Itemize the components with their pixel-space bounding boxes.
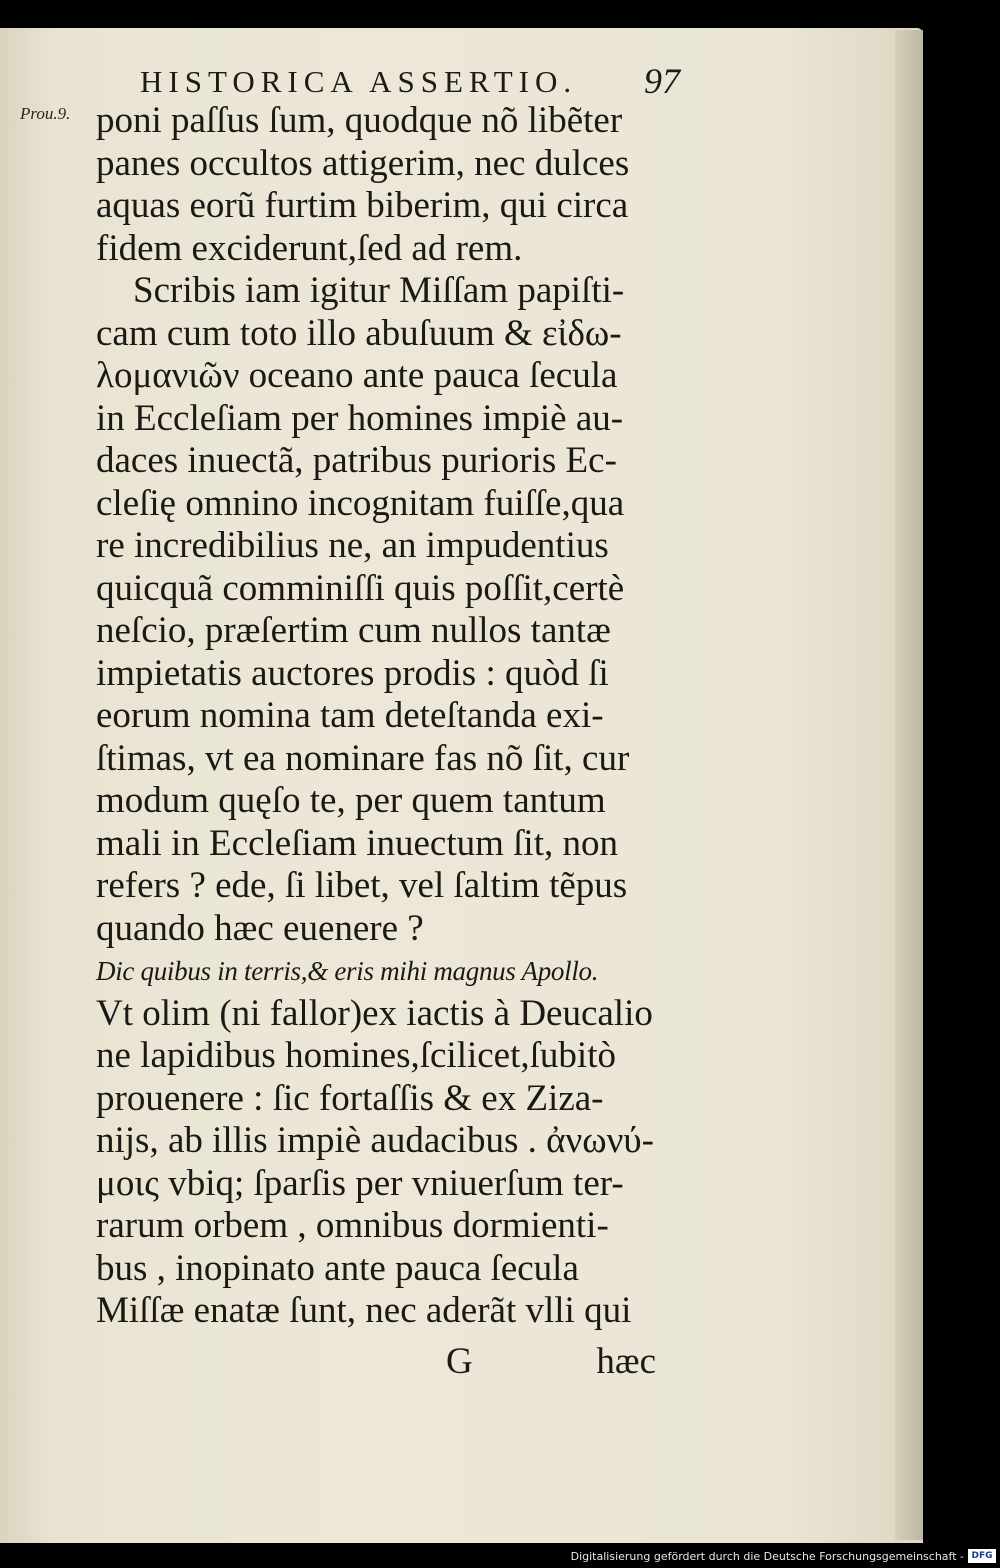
text-line: nijs, ab illis impiè audacibus . ἀνωνύ- [96,1120,654,1161]
page-edge [895,30,923,1540]
text-line: Miſſæ enatæ ſunt, nec aderãt vlli qui [96,1290,632,1331]
text-line: poni paſſus ſum, quodque nõ libẽter [96,100,623,141]
page-footer-marks [96,1340,656,1382]
text-line: cleſię omnino incognitam fuiſſe,qua [96,482,625,524]
text-line: fidem exciderunt,ſed ad rem. [96,227,523,269]
dfg-logo: DFG [968,1549,996,1563]
catchword: hæc [596,1341,656,1382]
text-line: ne lapidibus homines,ſcilicet,ſubitò [96,1035,616,1076]
text-line: eorum nomina tam deteſtanda exi- [96,695,604,736]
text-line: impietatis auctores prodis : quòd ſi [96,652,609,694]
running-head-title: HISTORICA ASSERTIO. [140,64,578,99]
text-line: ſtimas, vt ea nominare fas nõ ſit, cur [96,737,630,779]
text-line: in Eccleſiam per homines impiè au- [96,397,624,439]
text-line: quicquã comminiſſi quis poſſit,certè [96,567,625,609]
text-line: λομανιῶν oceano ante pauca ſecula [96,355,618,396]
text-line: modum quęſo te, per quem tantum [96,780,606,821]
text-line: Vt olim (ni fallor)ex iactis à Deucalio [96,992,653,1034]
funding-credit: Digitalisierung gefördert durch die Deutsche Forschungsgemeinschaft - [570,1550,964,1563]
text-line: panes occultos attigerim, nec dulces [96,142,630,184]
text-line: cam cum toto illo abuſuum & εἰδω- [96,312,622,354]
text-line: aquas eorũ furtim biberim, qui circa [96,185,629,226]
marginal-note: Prou.9. [20,104,71,123]
text-line: rarum orbem , omnibus dormienti- [96,1205,609,1246]
page-number: 97 [644,61,680,101]
text-line: μοις vbiq; ſparſis per vniuerſum ter- [96,1162,624,1204]
text-line: neſcio, præſertim cum nullos tantæ [96,610,611,651]
text-line: daces inuectã, patribus purioris Ec- [96,440,617,481]
text-line: bus , inopinato ante pauca ſecula [96,1247,579,1289]
verse-quotation: Dic quibus in terris,& eris mihi magnus Apollo. [96,956,599,986]
text-line: mali in Eccleſiam inuectum ſit, non [96,822,618,864]
text-line: refers ? ede, ſi libet, vel ſaltim tẽpus [96,865,628,906]
digitization-footer [0,1546,1000,1568]
running-head [140,60,680,104]
text-line: re incredibilius ne, an impudentius [96,525,609,566]
text-line: quando hæc euenere ? [96,907,424,949]
body-text [96,100,676,1333]
text-line: Scribis iam igitur Miſſam papiſti- [96,270,625,311]
text-line: prouenere : ſic fortaſſis & ex Ziza- [96,1077,604,1119]
signature-mark: G [446,1341,473,1382]
